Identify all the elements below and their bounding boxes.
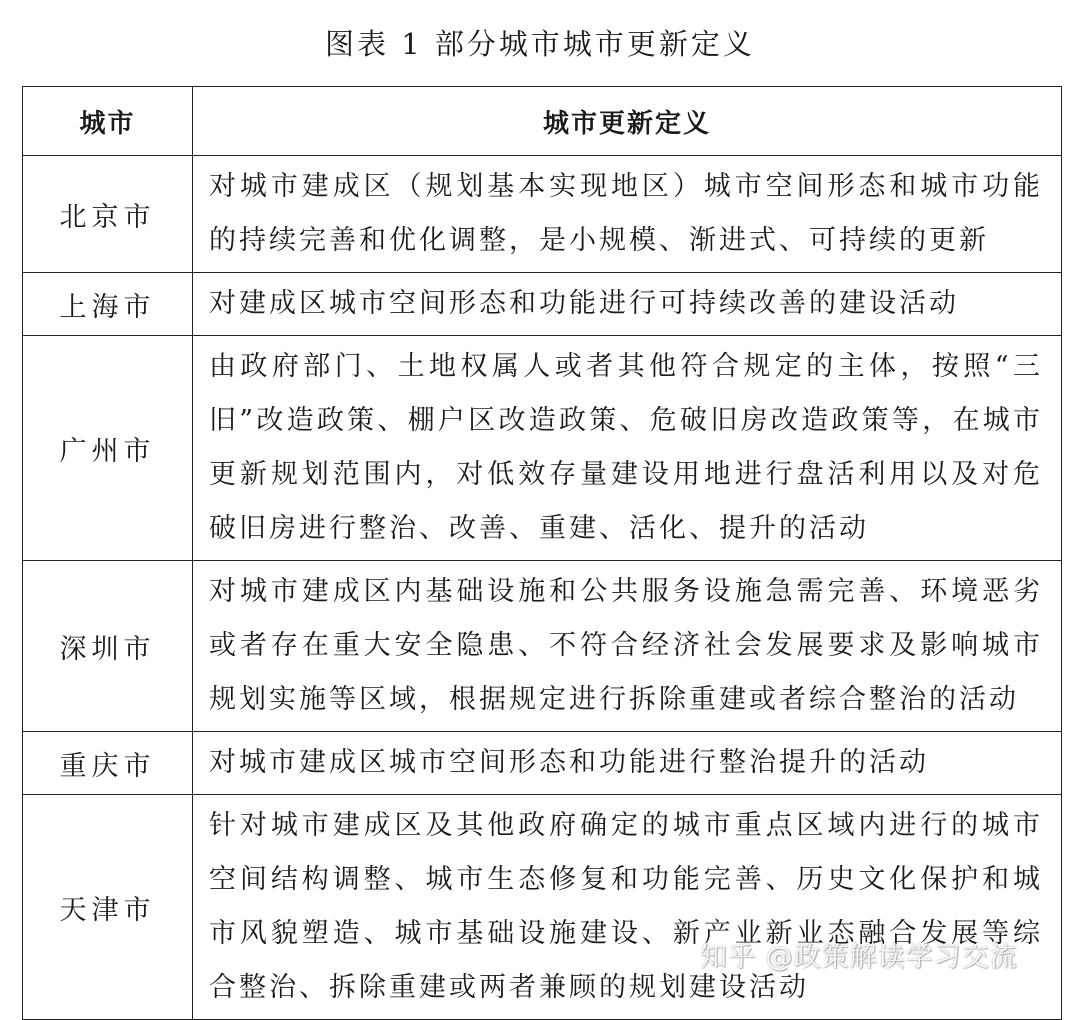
definition-cell-beijing: 对城市建成区（规划基本实现地区）城市空间形态和城市功能的持续完善和优化调整，是小规模、渐进式、可持续的更新	[193, 156, 1062, 273]
table-row	[23, 732, 1062, 795]
table-row	[23, 156, 1062, 273]
table-row	[23, 273, 1062, 336]
header-definition: 城市更新定义	[193, 87, 1062, 156]
table-row	[23, 561, 1062, 732]
definition-cell-shenzhen: 对城市建成区内基础设施和公共服务设施急需完善、环境恶劣或者存在重大安全隐患、不符合经济社会发展要求及影响城市规划实施等区域，根据规定进行拆除重建或者综合整治的活动	[193, 561, 1062, 732]
definition-cell-guangzhou: 由政府部门、土地权属人或者其他符合规定的主体，按照“三旧”改造政策、棚户区改造政策、危破旧房改造政策等，在城市更新规划范围内，对低效存量建设用地进行盘活利用以及对危破旧房进行整治、改善、重建、活化、提升的活动	[193, 336, 1062, 561]
table-caption: 图表 1 部分城市城市更新定义	[325, 27, 755, 61]
table-row	[23, 795, 1062, 1020]
city-cell-tianjin: 天津市	[23, 795, 193, 1020]
city-cell-beijing: 北京市	[23, 156, 193, 273]
city-cell-guangzhou: 广州市	[23, 336, 193, 561]
table-header-row	[23, 87, 1062, 156]
city-cell-shenzhen: 深圳市	[23, 561, 193, 732]
definition-cell-shanghai: 对建成区城市空间形态和功能进行可持续改善的建设活动	[193, 273, 1062, 336]
table-row	[23, 336, 1062, 561]
definition-cell-tianjin: 针对城市建成区及其他政府确定的城市重点区域内进行的城市空间结构调整、城市生态修复和功能完善、历史文化保护和城市风貌塑造、城市基础设施建设、新产业新业态融合发展等综合整治、拆除重建或两者兼顾的规划建设活动	[193, 795, 1062, 1020]
header-city: 城市	[23, 87, 193, 156]
definition-cell-chongqing: 对城市建成区城市空间形态和功能进行整治提升的活动	[193, 732, 1062, 795]
city-cell-shanghai: 上海市	[23, 273, 193, 336]
city-renewal-definition-table	[22, 86, 1062, 1020]
watermark: 知乎 @政策解读学习交流	[700, 942, 1018, 973]
city-cell-chongqing: 重庆市	[23, 732, 193, 795]
